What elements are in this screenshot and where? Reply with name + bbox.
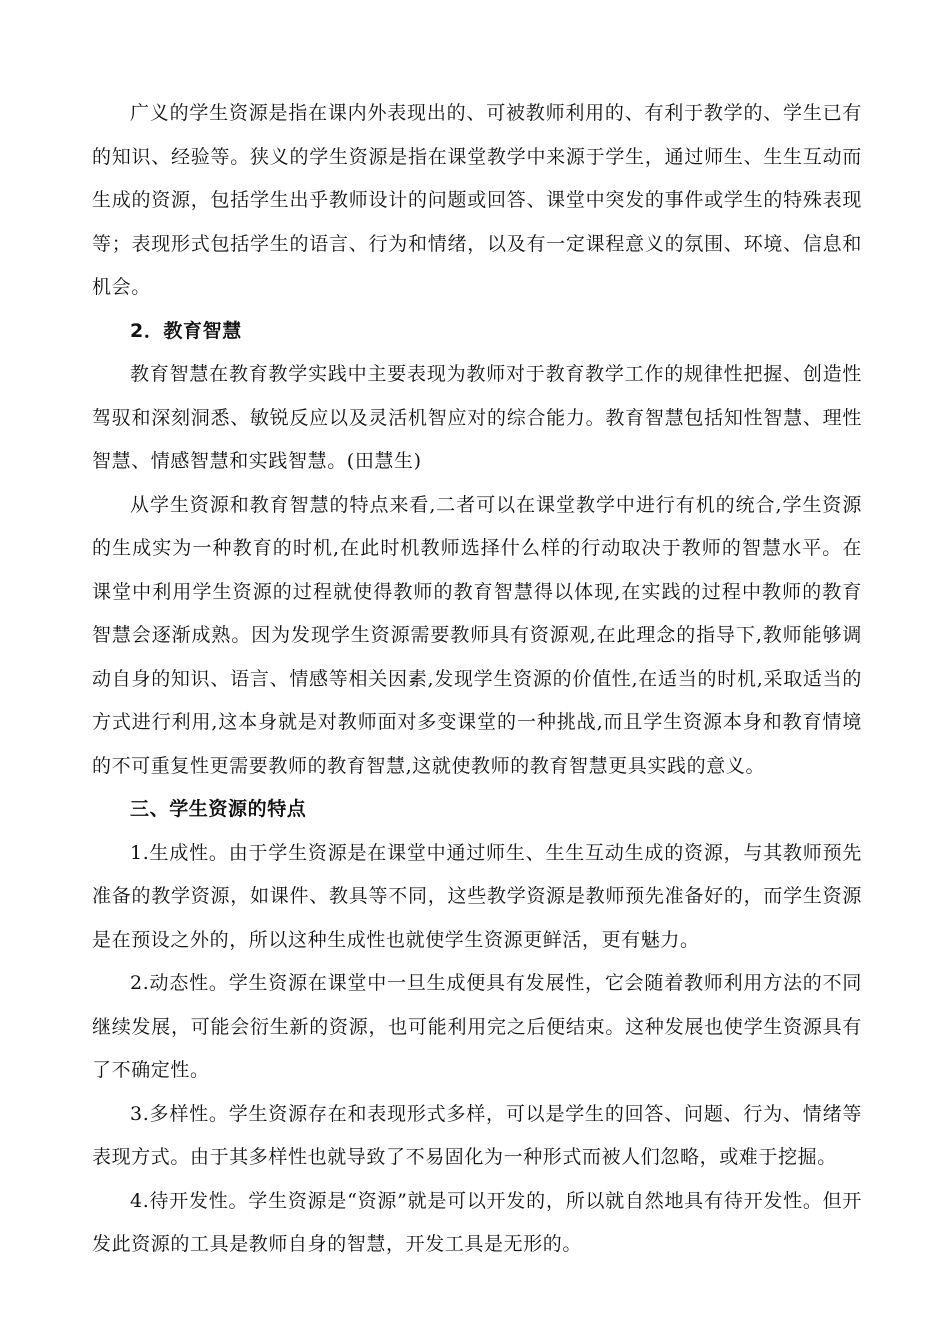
document-page bbox=[92, 92, 862, 1267]
heading-resource-features: 三、学生资源的特点 bbox=[130, 798, 307, 820]
paragraph-wisdom-definition: 教育智慧在教育教学实践中主要表现为教师对于教育教学工作的规律性把握、创造性驾驭和深刻洞悉、敏锐反应以及灵活机智应对的综合能力。教育智慧包括知性智慧、理性智慧、情感智慧和实践智慧。(田慧生) bbox=[92, 363, 862, 472]
paragraph-feature-developable: 4.待开发性。学生资源是“资源”就是可以开发的，所以就自然地具有待开发性。但开发此资源的工具是教师自身的智慧，开发工具是无形的。 bbox=[92, 1189, 862, 1255]
paragraph-feature-diverse: 3.多样性。学生资源存在和表现形式多样，可以是学生的回答、问题、行为、情绪等表现方式。由于其多样性也就导致了不易固化为一种形式而被人们忽略，或难于挖掘。 bbox=[92, 1102, 862, 1168]
paragraph-integration: 从学生资源和教育智慧的特点来看,二者可以在课堂教学中进行有机的统合,学生资源的生成实为一种教育的时机,在此时机教师选择什么样的行动取决于教师的智慧水平。在课堂中利用学生资源的过程就使得教师的教育智慧得以体现,在实践的过程中教师的教育智慧会逐渐成熟。因为发现学生资源需要教师具有资源观,在此理念的指导下,教师能够调动自身的知识、语言、情感等相关因素,发现学生资源的价值性,在适当的时机,采取适当的方式进行利用,这本身就是对教师面对多变课堂的一种挑战,而且学生资源本身和教育情境的不可重复性更需要教师的教育智慧,这就使教师的教育智慧更具实践的意义。 bbox=[92, 493, 862, 777]
paragraph-feature-dynamic: 2.动态性。学生资源在课堂中一旦生成便具有发展性，它会随着教师利用方法的不同继续发展，可能会衍生新的资源，也可能利用完之后便结束。这种发展也使学生资源具有了不确定性。 bbox=[92, 972, 862, 1081]
paragraph-broad-definition: 广义的学生资源是指在课内外表现出的、可被教师利用的、有利于教学的、学生已有的知识、经验等。狭义的学生资源是指在课堂教学中来源于学生，通过师生、生生互动而生成的资源，包括学生出乎教师设计的问题或回答、课堂中突发的事件或学生的特殊表现等；表现形式包括学生的语言、行为和情绪，以及有一定课程意义的氛围、环境、信息和机会。 bbox=[92, 102, 862, 298]
heading-education-wisdom: 2．教育智慧 bbox=[130, 319, 242, 342]
paragraph-feature-generative: 1.生成性。由于学生资源是在课堂中通过师生、生生互动生成的资源，与其教师预先准备的教学资源，如课件、教具等不同，这些教学资源是教师预先准备好的，而学生资源是在预设之外的，所以这种生成性也就使学生资源更鲜活，更有魅力。 bbox=[92, 841, 862, 951]
